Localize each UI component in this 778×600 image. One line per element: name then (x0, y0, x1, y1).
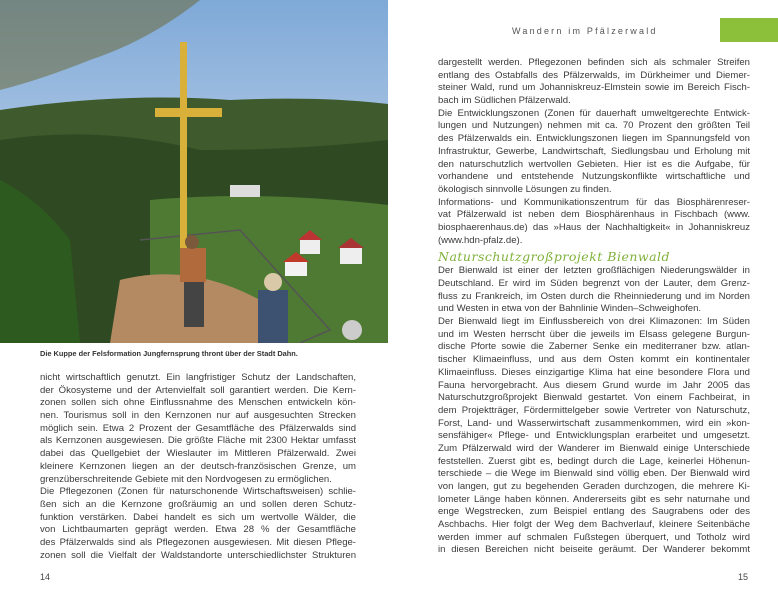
photo-caption: Die Kuppe der Felsformation Jungfernsprung thront über der Stadt Dahn. (40, 349, 298, 358)
text-line: Infrastruktur, Gewerbe, Landwirtschaft, Siedlungsbau und Erholung mit (438, 145, 750, 157)
text-line: Der Bienwald ist einer der letzten großflächigen Niederungswälder in (438, 265, 750, 277)
section-color-tab (720, 18, 778, 42)
section-heading: Naturschutzgroßprojekt Bienwald (438, 249, 671, 265)
text-line: ßen sich an die Kernzone großräumig an und sollen deren Schutz- (40, 498, 356, 510)
photo-jungfernsprung-cross (0, 0, 388, 343)
text-line: Klimaeinfluss. Dieses einzigartige Klima hat eine besondere Flora und (438, 366, 750, 378)
paragraph (438, 197, 750, 248)
text-line: Informations- und Kommunikationszentrum für das Biosphärenreser- (438, 196, 750, 208)
text-line: dem Projektträger, Fördermittelgeber sowie Vertreter von Naturschutz, (438, 404, 750, 416)
text-line: funktion verstärken. Dabei handelt es sich um wertvolle Wälder, die (40, 511, 356, 523)
text-line: in diesen Bereichen nicht beiseite geräumt. Der Wanderer bekommt (438, 544, 750, 556)
text-line: als Kernzonen ausgewiesen. Die größte Fläche mit 2300 Hektar umfasst (40, 435, 356, 447)
text-line: bach im Südlichen Pfälzerwald. (438, 95, 571, 107)
page-number-right: 15 (738, 572, 749, 582)
text-line: und im Westen herrscht über die jeweils im Elsass gelegene Burgun- (438, 328, 750, 340)
text-line: kleinere Kernzonen liegen an der deutsch-französischen Grenze, um (40, 460, 356, 472)
text-line: entlang des Ostabfalls des Pfälzerwalds, im Dürkheimer und Diemer- (438, 69, 750, 81)
text-line: enge Wegstrecken, zum Beispiel entlang des Saugrabens oder des (438, 506, 750, 518)
left-page-body (40, 372, 356, 562)
text-line: möglich sein. Etwa 2 Prozent der Gesamtfläche des Pfälzerwalds sind (40, 422, 356, 434)
text-line: ökologisch sinnvolle Lösungen zu finden. (438, 183, 612, 195)
text-line: Aschbachs. Hier folgt der Weg dem Bachverlauf, kleinere Seitenbäche (438, 519, 750, 531)
text-line: vorhandene und entstehende Nutzungskonflikte wirtschaftliche und (438, 171, 750, 183)
text-line: Der Bienwald liegt im Einflussbereich von drei Klimazonen: Im Süden (438, 316, 750, 328)
text-line: lometer Länge haben können. Andererseits gibt es sehr naturnahe und (438, 493, 750, 505)
paragraph (40, 372, 356, 486)
text-line: Fauna hervorgebracht. Aus diesem Grund wurde im Jahr 2005 das (438, 379, 750, 391)
text-line: des Pfälzerwalds sind als Pflegezonen ausgewiesen. Mit diesen Pflege- (40, 536, 356, 548)
paragraph (40, 486, 356, 562)
text-line: tischer Klimaeinfluss, und aus dem Osten kommt ein kontinentaler (438, 354, 750, 366)
text-line: terschiede – die Wege im Bienwald sind völlig eben. Der Bienwald wird (438, 468, 750, 480)
text-line: Naturschutzgroßprojekt Bienwald gestartet. Von einem Fachbeirat, in (438, 392, 750, 404)
text-line: dische Pforte sowie die Zaberner Senke ein mediterraner bzw. atlan- (438, 341, 750, 353)
text-line: zonen sollen sich ohne Einflussnahme des Menschen entwickeln kön- (40, 397, 356, 409)
text-line: Die Pflegezonen (Zonen für naturschonende Wirtschaftsweisen) schlie- (40, 486, 356, 498)
text-line: von langen, gut zu begehenden Geraden durchzogen, die mehrere Ki- (438, 481, 750, 492)
text-line: biosphaerenhaus.de) das »Haus der Nachhaltigkeit« in Johanniskreuz (438, 221, 750, 233)
text-line: feststellen. Zuerst gibt es, bedingt durch die Lage, keinerlei Höhenun- (438, 455, 750, 467)
text-line: Die Entwicklungszonen (Zonen für dauerhaft umweltgerechte Entwick- (438, 107, 750, 119)
text-line: dabei das Quellgebiet der Wieslauter im Mittleren Pfälzerwald. Zwei (40, 448, 356, 460)
paragraph (438, 316, 750, 557)
text-line: steiner Wald, rund um Johanniskreuz-Elmstein sowie im Bereich Fisch- (438, 82, 750, 94)
text-line: lungen und Nutzungen) nehmen mit ca. 70 Prozent den größten Teil (438, 120, 750, 132)
text-line: nicht wirtschaftlich genutzt. Ein langfristiger Schutz der Landschaften, (40, 372, 356, 383)
text-line: fluss zu Frankreich, im Osten durch die Rheinniederung und im Norden (438, 290, 750, 302)
text-line: (www.hdn-pfalz.de). (438, 234, 523, 246)
text-line: vat Pfälzerwald ist neben dem Biosphärenhaus in Fischbach (www. (438, 209, 750, 221)
right-page-body (438, 57, 750, 557)
text-line: grenzüberschreitende Gebiete mit den Nordvogesen zu ermöglichen. (40, 473, 332, 485)
text-line: des Pfälzerwalds ein. Entwicklungszonen liegen im Spannungsfeld von (438, 133, 750, 145)
text-line: und Westen in etwa von der Bahnlinie Winden–Schweighofen. (438, 303, 702, 315)
paragraph (438, 57, 750, 108)
text-line: Forst, Land- und Wasserwirtschaft zusammenkommen, wird ein »kon- (438, 417, 750, 429)
text-line: von Lichtbaumarten geprägt werden. Etwa 28 % der Gesamtfläche (40, 524, 356, 536)
running-title: Wandern im Pfälzerwald (512, 26, 658, 36)
paragraph (438, 108, 750, 197)
text-line: dargestellt werden. Pflegezonen befinden sich als schmaler Streifen (438, 57, 750, 68)
text-line: zonen soll die Vielfalt der Waldstandorte unterschiedlichster Strukturen (40, 549, 356, 561)
text-line: sensfähiger« Pflege- und Entwicklungsplan erarbeitet und umgesetzt. (438, 430, 750, 442)
page-number-left: 14 (40, 572, 51, 582)
text-line: Deutschland. Er wird im Süden begrenzt von der Lauter, dem Grenz- (438, 278, 750, 289)
paragraph (438, 265, 750, 316)
text-line: werden immer auf schmalen Fußstegen überquert, und Totholz wird (438, 531, 750, 543)
text-line: der Ökosysteme und der Artenvielfalt soll garantiert werden. Die Kern- (40, 384, 356, 396)
text-line: nen. Tourismus soll in den Kernzonen nur auf ausgesuchten Strecken (40, 410, 356, 422)
text-line: den naturschutzlich wertvollen Gebieten. Hier ist es die Aufgabe, für (438, 158, 750, 170)
text-line: Zum Pfälzerwald wird der Wanderer im Bienwald einige Unterschiede (438, 442, 750, 454)
